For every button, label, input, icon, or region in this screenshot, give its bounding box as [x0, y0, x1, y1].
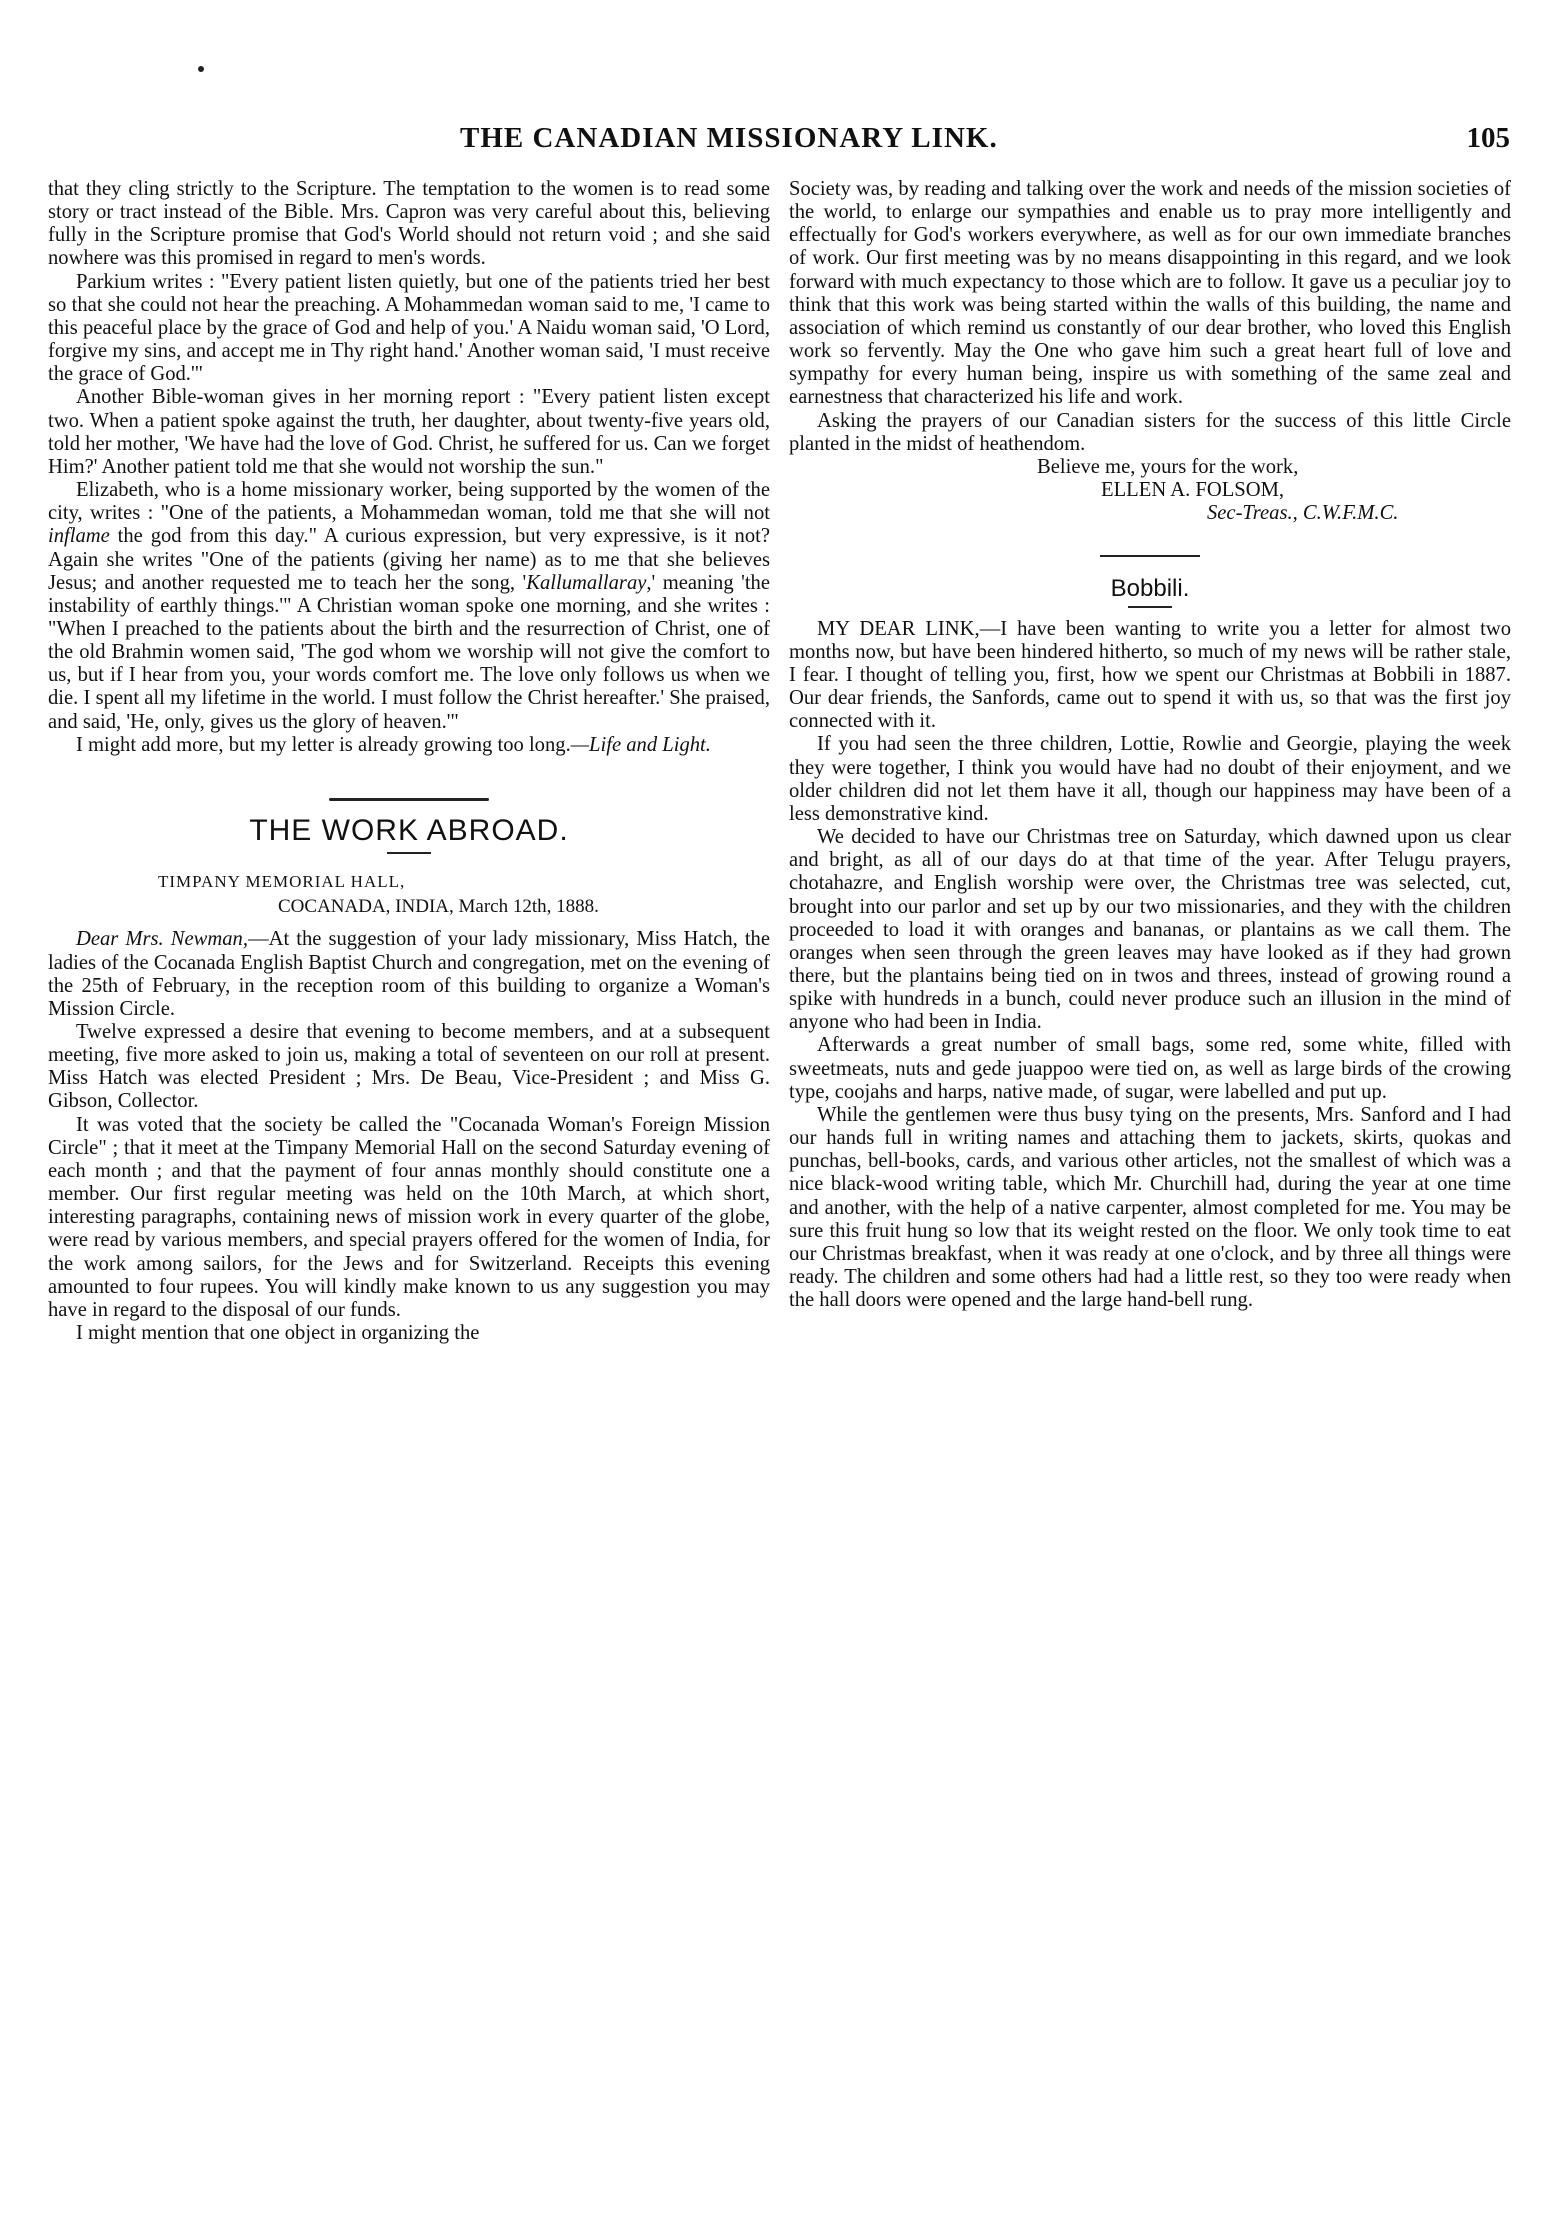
paragraph	[48, 479, 770, 734]
section-ornament	[789, 543, 1511, 566]
paragraph: We decided to have our Christmas tree on Saturday, which dawned upon us clear and bright, as all of our days do at that time of the year. After Telugu prayers, chotahazre, and English worship were over, the Christmas tree was selected, cut, brought into our parlor and set up by our two missionaries, and they with the children proceeded to load it with oranges and bananas, or plantains as we call them. The oranges when seen through the green leaves may have looked as if they had grown there, but the plantains being tied on in twos and threes, instead of growing round a spike with hundreds in a bunch, could never produce such an illusion in the mind of anyone who had been in India.	[789, 826, 1511, 1034]
salutation: Dear Mrs. Newman,	[76, 928, 248, 951]
dateline-place: TIMPANY MEMORIAL HALL,	[158, 872, 406, 892]
signature-name: ELLEN A. FOLSOM,	[1101, 479, 1285, 502]
ornament-rule	[1100, 555, 1200, 557]
section-heading: THE WORK ABROAD.	[249, 813, 569, 847]
heading-rule	[387, 852, 431, 854]
text-run: I might add more, but my letter is already growing too long.	[76, 733, 571, 756]
paragraph: It was voted that the society be called the "Cocanada Woman's Foreign Mission Circle" ; that it meet at the Timpany Memorial Hall on the second Saturday evening of each month ; and that the payment of four annas monthly should constitute one a member. Our first regular meeting was held on the 10th March, at which short, interesting paragraphs, containing news of mission work in every quarter of the globe, were read by various members, and special prayers offered for the women of India, for the work among sailors, for the Jews and for Switzerland. Receipts this evening amounted to four rupees. You will kindly make known to us any suggestion you may have in regard to the disposal of our funds.	[48, 1113, 770, 1321]
paragraph: Asking the prayers of our Canadian sisters for the success of this little Circle planted in the midst of heathendom.	[789, 409, 1511, 455]
ink-speck	[198, 66, 204, 72]
text-run: the god from this day." A curious expression, but very expressive, is it not? Again she writes "One of the patients (giving her name) as to me that she believes Jesus; and another requested me to teach her the song, '	[48, 525, 770, 594]
source-credit: —Life and Light.	[570, 733, 711, 756]
heading-rule	[1128, 606, 1172, 608]
signature-title: Sec-Treas., C.W.F.M.C.	[1207, 502, 1399, 525]
paragraph: Parkium writes : "Every patient listen quietly, but one of the patients tried her best so that she could not hear the preaching. A Mohammedan woman said to me, 'I came to this peaceful place by the grace of God and help of you.' A Naidu woman said, 'O Lord, forgive my sins, and accept me in Thy right hand.' Another woman said, 'I must receive the grace of God.'"	[48, 270, 770, 386]
text-run: ,' meaning 'the instability of earthly things.'" A Christian woman spoke one morning, and she writes : "When I preached to the patients about the birth and the resurrection of Christ, one of the old Brahmin women said, 'The god whom we worship will not give the comfort to us, but if I hear from you, your words comfort me. The love only follows us when we die. I spent all my lifetime in the world. I must follow the Christ hereafter.' She praised, and said, 'He, only, gives us the glory of heaven.'"	[48, 571, 770, 733]
paragraph: Another Bible-woman gives in her morning report : "Every patient listen except two. When a patient spoke against the truth, her daughter, about twenty-five years old, told her mother, 'We have had the love of God. Christ, he suffered for us. Can we forget Him?' Another patient told me that she would not worship the sun."	[48, 386, 770, 478]
paragraph: While the gentlemen were thus busy tying on the presents, Mrs. Sanford and I had our hands full in writing names and attaching them to jackets, skirts, quokas and punchas, bell-books, cards, and various other articles, not the smallest of which was a nice black-wood writing table, which Mr. Churchill had, during the year at one time and another, with the help of a native carpenter, almost completed for me. You may be sure this fruit hung so low that its weight rested on the floor. We only took time to eat our Christmas breakfast, when it was ready at one o'clock, and by three all things were ready. The children and some others had had a little rest, so they too were ready when the hall doors were opened and the large hand-bell rung.	[789, 1103, 1511, 1312]
paragraph: Afterwards a great number of small bags, some red, some white, filled with sweetmeats, nuts and gede juappoo were tied on, as well as large birds of the crowing type, coojahs and harps, native made, of sugar, were labelled and put up.	[789, 1034, 1511, 1103]
paragraph	[789, 618, 1511, 734]
section-ornament	[48, 787, 770, 801]
paragraph: If you had seen the three children, Lottie, Rowlie and Georgie, playing the week they were together, I think you would have had no doubt of their enjoyment, and we older children did not let them have it all, though our happiness may have been of a less demonstrative kind.	[789, 733, 1511, 825]
dateline-date: COCANADA, INDIA, March 12th, 1888.	[278, 896, 599, 918]
paragraph	[48, 928, 770, 1021]
section-heading: Bobbili.	[1110, 574, 1190, 602]
page-number: 105	[1466, 122, 1510, 154]
left-column	[48, 178, 770, 1345]
text-run: —At the suggestion of your lady missionary, Miss Hatch, the ladies of the Cocanada English Baptist Church and congregation, met on the evening of the 25th of February, in the reception room of this building to organize a Woman's Mission Circle.	[48, 928, 770, 1020]
italic-word: inflame	[48, 525, 110, 548]
paragraph: that they cling strictly to the Scripture. The temptation to the women is to read some story or tract instead of the Bible. Mrs. Capron was very careful about this, believing fully in the Scripture promise that God's World should not return void ; and she said nowhere was this promised in regard to men's words.	[48, 178, 770, 270]
text-run: Elizabeth, who is a home missionary worker, being supported by the women of the city, writes : "One of the patients, a Mohammedan woman, told me that she will not	[48, 479, 770, 525]
ornament-rule	[329, 798, 489, 801]
paragraph: I might mention that one object in organizing the	[76, 1322, 480, 1345]
running-header	[420, 122, 1510, 162]
text-run: —I have been wanting to write you a letter for almost two months now, but have been hindered hitherto, so much of my news will be rather stale, I fear. I thought of telling you, first, how we spent our Christmas at Bobbili in 1887. Our dear friends, the Sanfords, came out to spend it with us, so that was the first joy connected with it.	[789, 617, 1511, 733]
italic-word: Kallumallaray	[526, 571, 647, 594]
salutation: MY DEAR LINK,	[817, 617, 980, 640]
right-column	[789, 178, 1511, 1312]
paragraph	[48, 734, 770, 757]
closing-line: Believe me, yours for the work,	[1037, 455, 1299, 478]
journal-title: THE CANADIAN MISSIONARY LINK.	[460, 122, 998, 154]
paragraph: Society was, by reading and talking over the work and needs of the mission societies of the world, to enlarge our sympathies and enable us to pray more intelligently and effectually for God's workers everywhere, as well as for our own immediate branches of work. Our first meeting was by no means disappointing in this regard, and we look forward with much expectancy to those which are to follow. It gave us a peculiar joy to think that this work was being started within the walls of this building, the name and association of which remind us constantly of our dear brother, who loved this English work so fervently. May the One who gave him such a great heart full of love and sympathy for every human being, inspire us with something of the same zeal and earnestness that characterized his life and work.	[789, 178, 1511, 409]
paragraph: Twelve expressed a desire that evening to become members, and at a subsequent meeting, five more asked to join us, making a total of seventeen on our roll at present. Miss Hatch was elected President ; Mrs. De Beau, Vice-President ; and Miss G. Gibson, Collector.	[48, 1021, 770, 1113]
